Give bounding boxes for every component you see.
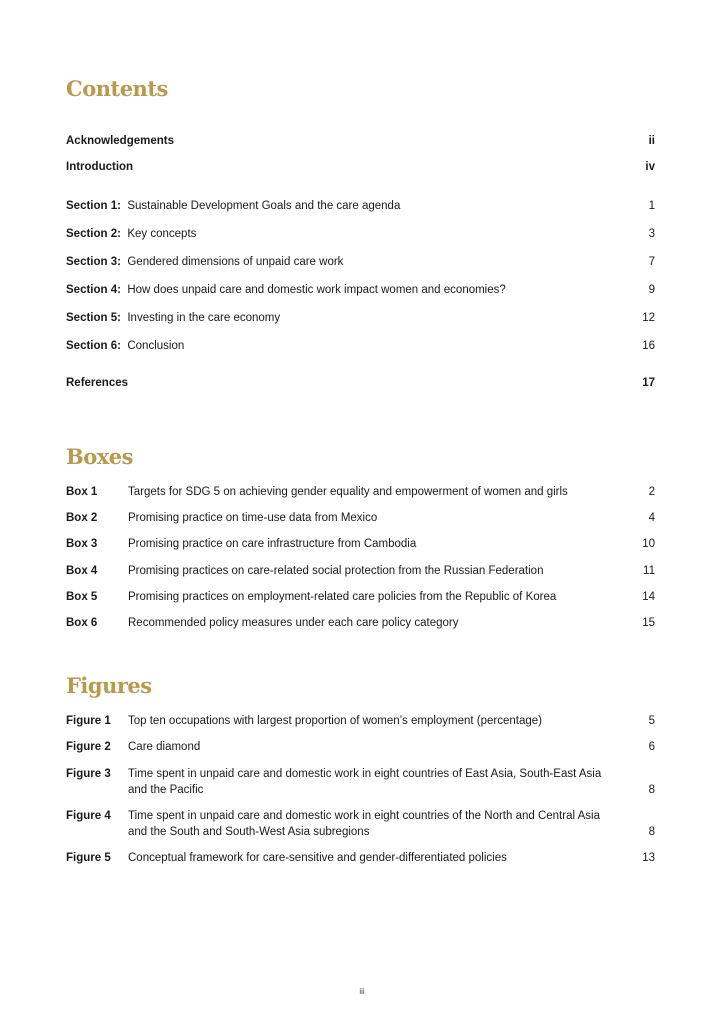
box-label: Box 4 [66,565,98,577]
figure-entry-4[interactable] [66,808,655,840]
toc-entry-page: 5 [648,715,655,727]
toc-entry-label: Acknowledgements [66,135,174,147]
toc-entry-acknowledgements[interactable] [66,133,655,149]
toc-entry-section-1[interactable] [66,198,655,214]
figure-label: Figure 1 [66,715,111,727]
toc-entry-section-5[interactable] [66,310,655,326]
section-label: Section 1: [66,200,121,212]
figure-label: Figure 5 [66,852,111,864]
toc-entry-page: 16 [642,340,655,352]
toc-entry-page: 7 [648,256,655,268]
toc-entry-label: Introduction [66,161,134,173]
toc-entry-page: 3 [648,228,655,240]
section-label: Section 4: [66,284,121,296]
section-title: Sustainable Development Goals and the care agenda [127,200,401,212]
box-label: Box 5 [66,591,98,603]
figure-label: Figure 4 [66,810,111,822]
toc-entry-page: 15 [642,617,655,629]
toc-entry-section-4[interactable] [66,282,655,298]
section-label: Section 6: [66,340,121,352]
toc-entry-section-2[interactable] [66,226,655,242]
box-title: Promising practice on care infrastructure from Cambodia [128,538,417,550]
toc-entry-page: 4 [648,512,655,524]
section-title: Investing in the care economy [127,312,281,324]
toc-entry-page: 11 [643,565,655,577]
box-entry-4[interactable] [66,563,655,579]
section-title: Gendered dimensions of unpaid care work [127,256,344,268]
toc-entry-page: 8 [648,826,655,838]
figure-entry-2[interactable] [66,739,655,755]
toc-entry-references[interactable] [66,375,655,391]
box-entry-5[interactable] [66,589,655,605]
toc-entry-label: References [66,377,129,389]
figures-heading: Figures [66,673,152,698]
box-title: Promising practices on employment-related care policies from the Republic of Korea [128,591,557,603]
toc-entry-page: 2 [648,486,655,498]
figure-label: Figure 3 [66,768,111,780]
figure-entry-1[interactable] [66,713,655,729]
figure-title: Time spent in unpaid care and domestic work in eight countries of East Asia, South-East Asia and the Pacific [128,768,602,796]
contents-heading: Contents [66,76,168,101]
toc-entry-page: ii [648,135,655,147]
toc-entry-page: 14 [642,591,655,603]
box-title: Targets for SDG 5 on achieving gender equality and empowerment of women and girls [128,486,568,498]
box-title: Recommended policy measures under each care policy category [128,617,459,629]
figure-entry-3[interactable] [66,766,655,798]
box-label: Box 3 [66,538,98,550]
box-entry-2[interactable] [66,510,655,526]
toc-entry-page: 1 [648,200,655,212]
box-label: Box 1 [66,486,98,498]
box-label: Box 2 [66,512,98,524]
toc-entry-page: iv [645,161,655,173]
toc-entry-section-3[interactable] [66,254,655,270]
section-label: Section 3: [66,256,121,268]
toc-entry-section-6[interactable] [66,338,655,354]
toc-entry-page: 10 [642,538,655,550]
toc-entry-page: 17 [642,377,655,389]
box-entry-3[interactable] [66,536,655,552]
section-label: Section 5: [66,312,121,324]
section-title: How does unpaid care and domestic work impact women and economies? [127,284,506,296]
box-entry-1[interactable] [66,484,655,500]
toc-entry-page: 8 [648,784,655,796]
toc-entry-page: 9 [648,284,655,296]
box-title: Promising practices on care-related social protection from the Russian Federation [128,565,544,577]
toc-entry-introduction[interactable] [66,159,655,175]
box-label: Box 6 [66,617,98,629]
section-label: Section 2: [66,228,121,240]
box-entry-6[interactable] [66,615,655,631]
section-title: Conclusion [127,340,185,352]
figure-title: Care diamond [128,741,201,753]
toc-entry-page: 12 [642,312,655,324]
figure-entry-5[interactable] [66,850,655,866]
section-title: Key concepts [127,228,197,240]
page-number: iii [359,987,365,996]
figure-title: Top ten occupations with largest proportion of women’s employment (percentage) [128,715,543,727]
figure-label: Figure 2 [66,741,111,753]
boxes-heading: Boxes [66,444,133,469]
toc-entry-page: 13 [642,852,655,864]
figure-title: Conceptual framework for care-sensitive and gender-differentiated policies [128,852,507,864]
toc-entry-page: 6 [648,741,655,753]
figure-title: Time spent in unpaid care and domestic work in eight countries of the North and Central Asia and the South and South-West Asia subregions [128,810,600,838]
box-title: Promising practice on time-use data from Mexico [128,512,378,524]
